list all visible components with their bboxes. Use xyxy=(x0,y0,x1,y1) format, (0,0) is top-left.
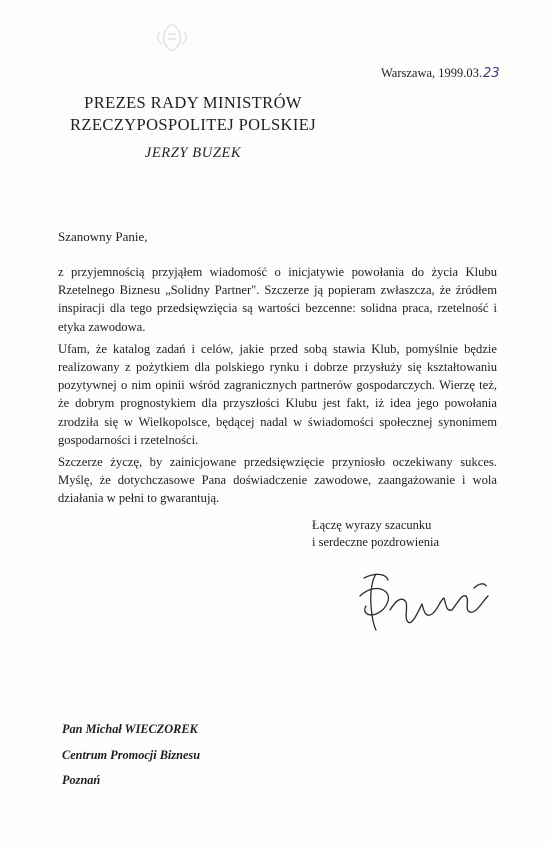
letterhead-name: JERZY BUZEK xyxy=(144,145,242,161)
closing-line2: i serdeczne pozdrowienia xyxy=(312,535,440,549)
recipient-name: Pan Michał WIECZOREK xyxy=(62,722,198,736)
salutation: Szanowny Panie, xyxy=(58,229,148,244)
eagle-emblem-icon xyxy=(152,18,192,58)
closing xyxy=(312,517,439,551)
paragraph-1: z przyjemnością przyjąłem wiadomość o inicjatywie powołania do życia Klubu Rzetelnego Biznesu „Solidny Partner". Szczerze ją popieram zwłaszcza, że źródłem inspiracji dla tego przedsięwzięcia są wartości bezcenne: solidna praca, rzetelność i etyka zawodowa. xyxy=(58,265,497,334)
paragraph-3: Szczerze życzę, by zainicjowane przedsięwzięcie przyniosło oczekiwany sukces. Myślę, że dotychczasowe Pana doświadczenie zawodowe, zaangażowanie i wola działania w pełni to gwarantują. xyxy=(58,455,497,506)
letter-body xyxy=(58,263,497,512)
recipient-city: Poznań xyxy=(62,773,101,787)
letterhead-title-line1: PREZES RADY MINISTRÓW xyxy=(84,93,302,112)
date-day-handwritten: 23 xyxy=(483,66,500,81)
paragraph-2: Ufam, że katalog zadań i celów, jakie przed sobą stawia Klub, pomyślnie będzie realizowany z pożytkiem dla polskiego rynku i dobrze przysłuży się kształtowaniu pozytywnej o nim opinii wśród zagranicznych partnerów gospodarczych. Wierzę też, że dobrym prognostykiem dla przyszłości Klubu jest fakt, iż idea jego powołania zrodziła się w Wielkopolsce, będącej nadal w świadomości społecznej synonimem gospodarności i rzetelności. xyxy=(58,341,497,447)
letterhead xyxy=(58,92,328,164)
date-prefix: Warszawa, 1999.03. xyxy=(381,66,483,80)
closing-line1: Łączę wyrazy szacunku xyxy=(312,518,432,532)
signature-icon xyxy=(346,566,502,638)
recipient-block xyxy=(62,717,200,794)
letterhead-title-line2: RZECZYPOSPOLITEJ POLSKIEJ xyxy=(69,115,317,134)
recipient-organization: Centrum Promocji Biznesu xyxy=(62,747,201,762)
letter-date xyxy=(381,66,500,81)
